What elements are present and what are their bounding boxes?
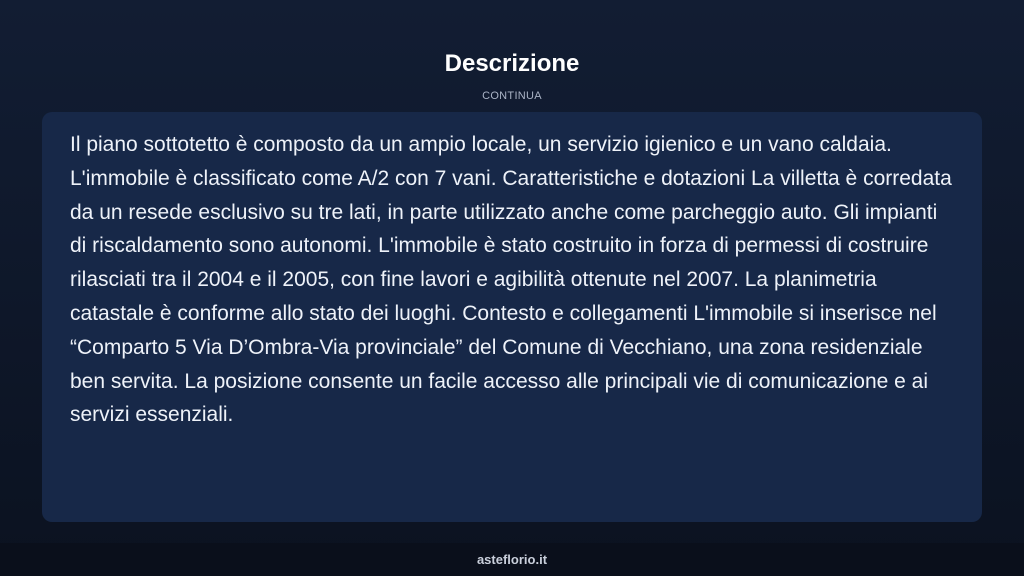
- page-title: Descrizione: [444, 50, 580, 77]
- description-text: Il piano sottotetto è composto da un ampio locale, un servizio igienico e un vano caldaia. L'immobile è classificato come A/2 con 7 vani. Caratteristiche e dotazioni La villetta è corredata da un resede esclusivo su tre lati, in parte utilizzato anche come parcheggio auto. Gli impianti di riscaldamento sono autonomi. L'immobile è stato costruito in forza di permessi di costruire rilasciati tra il 2004 e il 2005, con fine lavori e agibilità ottenute nel 2007. La planimetria catastale è conforme allo stato dei luoghi. Contesto e collegamenti L'immobile si inserisce nel “Comparto 5 Via D’Ombra-Via provinciale” del Comune di Vecchiano, una zona residenziale ben servita. La posizione consente un facile accesso alle principali vie di comunicazione e ai servizi essenziali.: [70, 133, 952, 427]
- footer-bar: [0, 543, 1024, 576]
- description-card: [42, 112, 982, 522]
- continue-label[interactable]: CONTINUA: [482, 90, 542, 102]
- site-domain: asteflorio.it: [476, 552, 548, 567]
